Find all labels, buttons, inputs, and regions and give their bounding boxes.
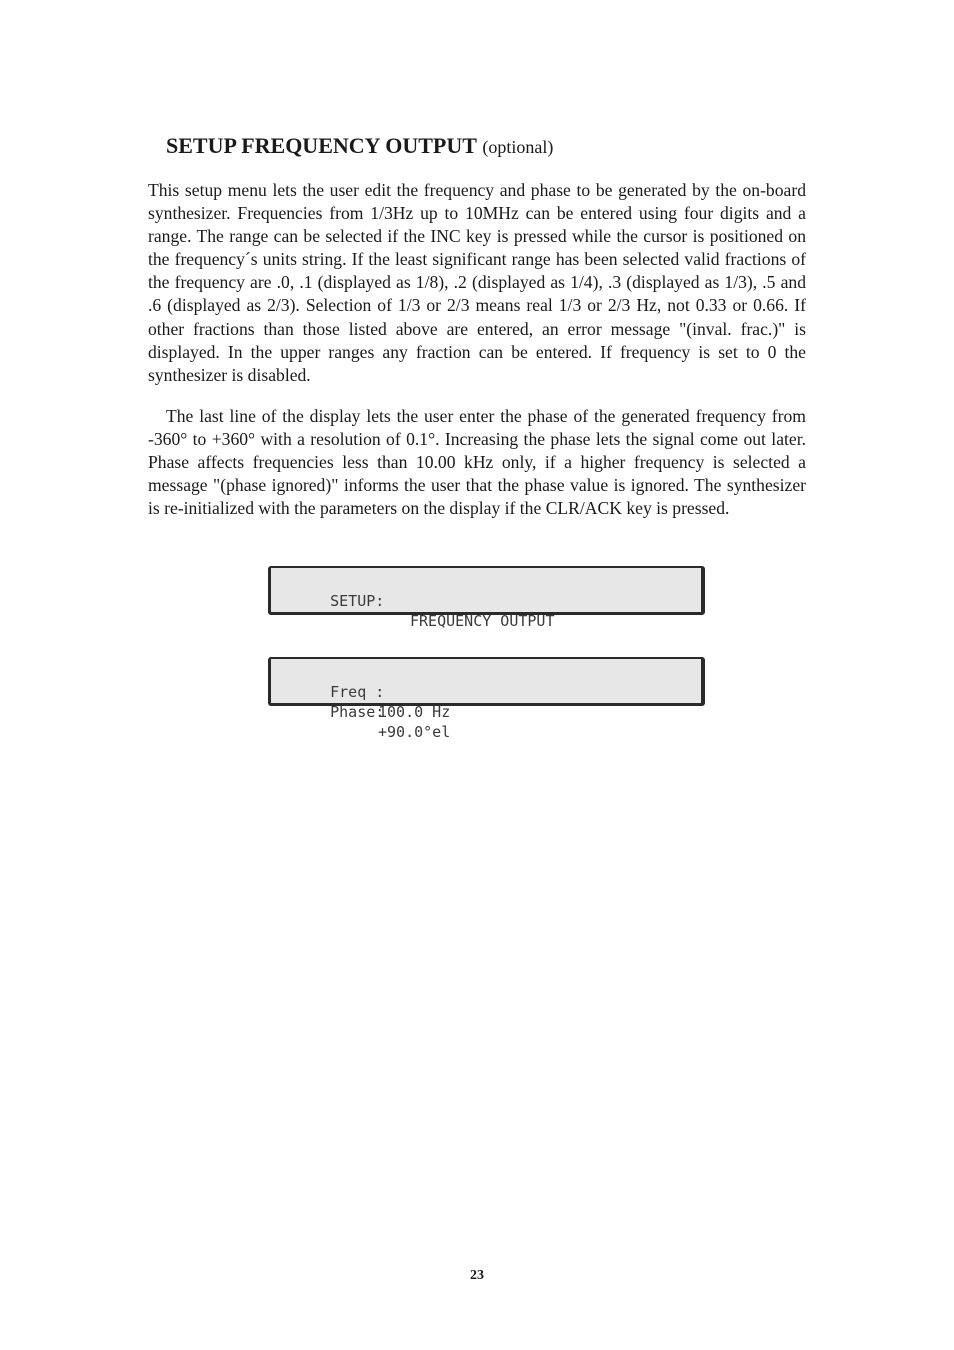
lcd-freq-label: Freq : [330,683,385,701]
lcd-menu-row [294,571,555,651]
lcd-phase-value: +90.0°el [378,723,451,741]
lcd-display-menu [268,566,705,630]
page-number: 23 [470,1268,484,1283]
lcd-menu-value: FREQUENCY OUTPUT [410,612,555,630]
section-title: SETUP FREQUENCY OUTPUT [166,133,477,158]
section-heading [166,131,553,162]
lcd-phase-label: Phase: [330,703,385,721]
lcd-menu-label: SETUP: [330,592,385,610]
lcd-freq-value: 100.0 Hz [378,703,451,721]
paragraph-phase-setup: The last line of the display lets the user enter the phase of the generated frequency from -360° to +360° with a resolution of 0.1°. Increasing the phase lets the signal come out later. Phase affects frequencies less than 10.00 kHz only, if a higher frequency is selected a message "(phase ignored)" informs the user that the phase value is ignored. The synthesizer is re-initialized with the parameters on the display if the CLR/ACK key is pressed. [148,406,806,519]
lcd-display-settings [268,657,705,741]
paragraph-frequency-setup: This setup menu lets the user edit the frequency and phase to be generated by the on-board synthesizer. Frequencies from 1/3Hz up to 10MHz can be entered using four digits and a range. The range can be selected if the INC key is pressed while the cursor is positioned on the frequency´s units string. If the least significant range has been selected valid fractions of the frequency are .0, .1 (displayed as 1/8), .2 (displayed as 1/4), .3 (displayed as 1/3), .5 and .6 (displayed as 2/3). Selection of 1/3 or 2/3 means real 1/3 or 2/3 Hz, not 0.33 or 0.66. If other fractions than those listed above are entered, an error message "(inval. frac.)" is displayed. In the upper ranges any fraction can be entered. If frequency is set to 0 the synthesizer is disabled. [148,180,806,385]
section-qualifier: (optional) [482,137,554,157]
